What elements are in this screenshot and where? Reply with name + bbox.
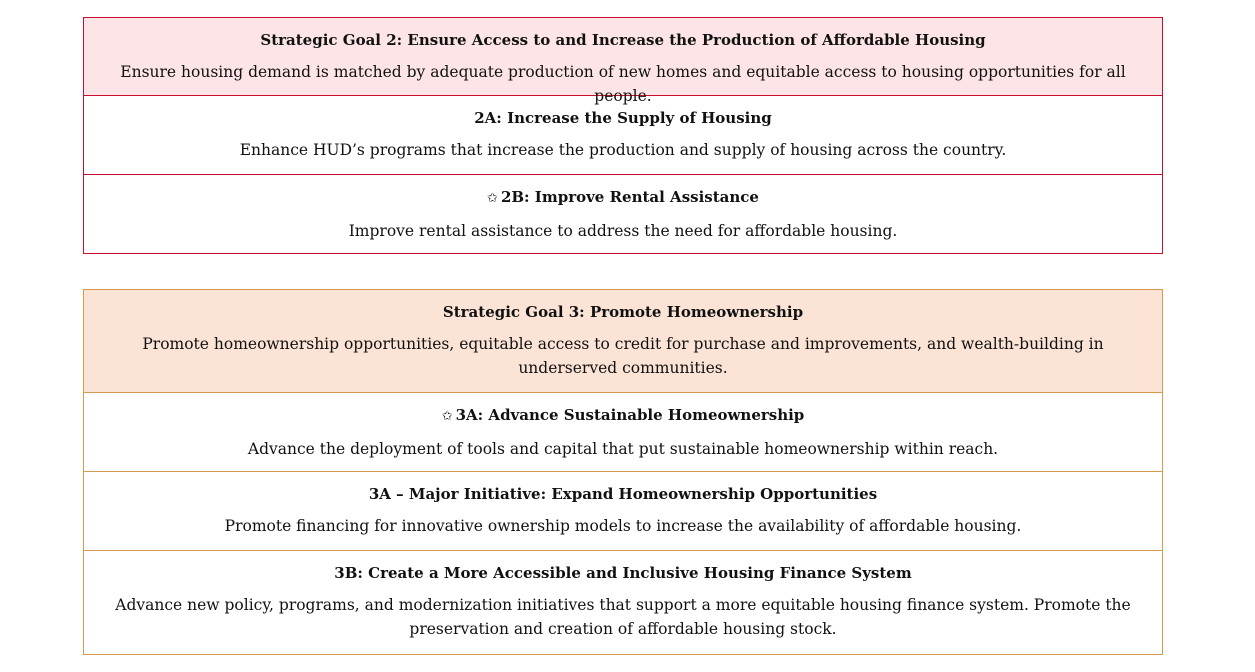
goal-2-title: Strategic Goal 2: Ensure Access to and Increase the Production of Affordable Housing (260, 31, 986, 49)
objective-2b-title: 2B: Improve Rental Assistance (500, 188, 759, 206)
goal-2-description: Ensure housing demand is matched by adequate production of new homes and equitable access to housing opportunities for all people. (120, 63, 1126, 105)
initiative-3a-title: 3A – Major Initiative: Expand Homeownership Opportunities (368, 485, 878, 503)
objective-3a-row (83, 393, 1163, 472)
objective-2b-description: Improve rental assistance to address the need for affordable housing. (348, 222, 898, 240)
star-icon: ✩ (441, 409, 453, 424)
initiative-3a-row (83, 472, 1163, 551)
objective-3b-row (83, 551, 1163, 655)
goal-3-table (83, 289, 1163, 655)
objective-2b-row (83, 175, 1163, 254)
objective-3a-title: 3A: Advance Sustainable Homeownership (455, 406, 805, 424)
star-icon: ✩ (487, 191, 498, 206)
objective-2a-title: 2A: Increase the Supply of Housing (474, 109, 772, 127)
objective-2b-title-line (108, 187, 1138, 209)
objective-2a-description: Enhance HUD’s programs that increase the production and supply of housing across the country. (239, 141, 1007, 159)
objective-3a-title-line (108, 405, 1138, 427)
goal-3-header (83, 289, 1163, 393)
objective-2a-row (83, 96, 1163, 175)
goal-3-description: Promote homeownership opportunities, equitable access to credit for purchase and improvements, and wealth-building in underserved communities. (142, 335, 1104, 377)
objective-3b-title: 3B: Create a More Accessible and Inclusive Housing Finance System (334, 564, 912, 582)
goal-2-header (83, 17, 1163, 105)
initiative-3a-description: Promote financing for innovative ownership models to increase the availability of affordable housing. (224, 517, 1022, 535)
goal-3-title: Strategic Goal 3: Promote Homeownership (442, 303, 804, 321)
objective-3b-description: Advance new policy, programs, and modernization initiatives that support a more equitable housing finance system. Promote the preservation and creation of affordable housing stock. (115, 596, 1131, 638)
objective-3a-description: Advance the deployment of tools and capital that put sustainable homeownership within reach. (247, 440, 999, 458)
goal-2-table (83, 17, 1163, 254)
